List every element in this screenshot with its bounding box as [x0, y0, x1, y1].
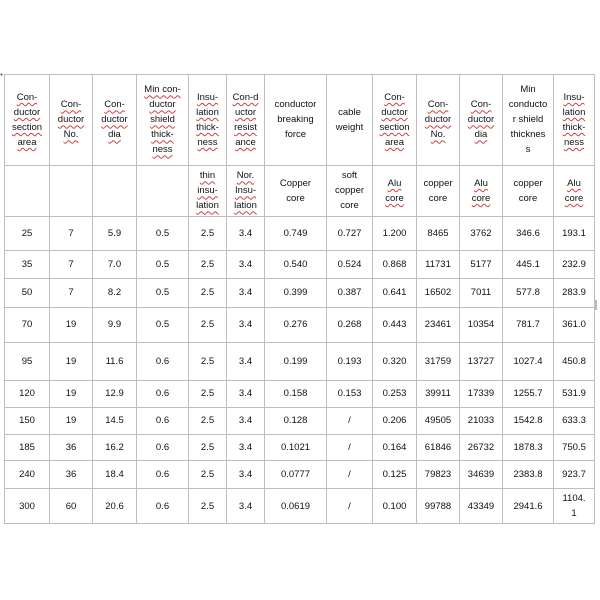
- cell-cable-weight: 0.524: [327, 250, 373, 279]
- subheader-cell-conductor-resistance: [227, 165, 265, 216]
- table-body: [5, 75, 595, 524]
- header-cell-conductor-no: [50, 75, 93, 166]
- header-cell-copper-conductor-no: [417, 75, 460, 166]
- page-edge-mark: [595, 300, 597, 310]
- cell-conductor-resistance: 3.4: [227, 435, 265, 461]
- cell-alu-conductor-dia: 10354: [460, 307, 503, 343]
- cell-insulation-thickness: 2.5: [189, 343, 227, 381]
- cell-alu-insulation-thickness: 283.9: [554, 279, 595, 308]
- cell-conductor-resistance: 3.4: [227, 250, 265, 279]
- cable-spec-table: [4, 74, 595, 524]
- cell-conductor-resistance: 3.4: [227, 381, 265, 408]
- table-row: [5, 381, 595, 408]
- cell-breaking-force: 0.276: [265, 307, 327, 343]
- cell-alu-section-area: 0.125: [373, 460, 417, 489]
- cell-copper-conductor-no: 16502: [417, 279, 460, 308]
- cell-insulation-thickness: 2.5: [189, 460, 227, 489]
- header-label: Con-d uctor resist ance: [232, 91, 259, 148]
- cell-cable-weight: 0.193: [327, 343, 373, 381]
- subheader-label: Nor. Insu- lation: [234, 170, 257, 212]
- cell-cable-weight: 0.153: [327, 381, 373, 408]
- header-cell-breaking-force: [265, 75, 327, 166]
- table-row: [5, 460, 595, 489]
- cell-alu-section-area: 0.100: [373, 489, 417, 524]
- header-cell-conductor-dia: [93, 75, 137, 166]
- cell-section-area: 25: [5, 216, 50, 250]
- table-row: [5, 279, 595, 308]
- header-cell-shield-thickness: [137, 75, 189, 166]
- subheader-label: Alu core: [471, 177, 491, 204]
- subheader-label: copper core: [423, 177, 453, 204]
- cell-min-shield-thickness: 445.1: [503, 250, 554, 279]
- cell-breaking-force: 0.128: [265, 407, 327, 435]
- cell-alu-insulation-thickness: 531.9: [554, 381, 595, 408]
- header-label: Con- ductor dia: [101, 99, 128, 141]
- table-row: [5, 216, 595, 250]
- cell-min-shield-thickness: 2941.6: [503, 489, 554, 524]
- cell-breaking-force: 0.540: [265, 250, 327, 279]
- cell-min-shield-thickness: 346.6: [503, 216, 554, 250]
- cell-conductor-dia: 20.6: [93, 489, 137, 524]
- cell-conductor-no: 60: [50, 489, 93, 524]
- header-label: Min con- ductor shield thick- ness: [144, 84, 181, 156]
- cell-alu-insulation-thickness: 633.3: [554, 407, 595, 435]
- cell-section-area: 150: [5, 407, 50, 435]
- cell-alu-conductor-dia: 21033: [460, 407, 503, 435]
- subheader-cell-cable-weight: [327, 165, 373, 216]
- subheader-label: copper core: [513, 177, 543, 204]
- cell-cable-weight: /: [327, 407, 373, 435]
- cell-min-shield-thickness: 2383.8: [503, 460, 554, 489]
- cell-section-area: 300: [5, 489, 50, 524]
- cell-alu-conductor-dia: 43349: [460, 489, 503, 524]
- cell-alu-section-area: 0.641: [373, 279, 417, 308]
- cell-conductor-dia: 5.9: [93, 216, 137, 250]
- subheader-cell-copper-conductor-no: [417, 165, 460, 216]
- header-cell-alu-conductor-dia: [460, 75, 503, 166]
- cell-cable-weight: 0.387: [327, 279, 373, 308]
- cell-insulation-thickness: 2.5: [189, 407, 227, 435]
- cell-conductor-no: 7: [50, 250, 93, 279]
- cell-alu-insulation-thickness: 361.0: [554, 307, 595, 343]
- cell-alu-conductor-dia: 34639: [460, 460, 503, 489]
- cell-cable-weight: 0.268: [327, 307, 373, 343]
- cell-insulation-thickness: 2.5: [189, 307, 227, 343]
- subheader-cell-conductor-dia: [93, 165, 137, 216]
- cell-conductor-dia: 12.9: [93, 381, 137, 408]
- cell-insulation-thickness: 2.5: [189, 489, 227, 524]
- header-label: Con- ductor section area: [11, 91, 43, 148]
- subheader-cell-min-shield-thickness: [503, 165, 554, 216]
- cell-min-shield-thickness: 1542.8: [503, 407, 554, 435]
- cell-copper-conductor-no: 99788: [417, 489, 460, 524]
- cell-conductor-no: 19: [50, 381, 93, 408]
- cell-shield-thickness: 0.5: [137, 250, 189, 279]
- cell-conductor-dia: 18.4: [93, 460, 137, 489]
- header-label: Con- ductor dia: [467, 99, 495, 141]
- cell-alu-insulation-thickness: 232.9: [554, 250, 595, 279]
- table-row: [5, 435, 595, 461]
- header-label: Min conducto r shield thicknes s: [508, 84, 548, 156]
- cell-alu-section-area: 0.253: [373, 381, 417, 408]
- cell-alu-insulation-thickness: 750.5: [554, 435, 595, 461]
- cell-conductor-no: 7: [50, 216, 93, 250]
- cell-shield-thickness: 0.5: [137, 279, 189, 308]
- cell-conductor-resistance: 3.4: [227, 407, 265, 435]
- cell-breaking-force: 0.749: [265, 216, 327, 250]
- cell-insulation-thickness: 2.5: [189, 279, 227, 308]
- cell-alu-section-area: 0.206: [373, 407, 417, 435]
- cell-breaking-force: 0.1021: [265, 435, 327, 461]
- header-cell-section-area: [5, 75, 50, 166]
- cell-min-shield-thickness: 577.8: [503, 279, 554, 308]
- cell-shield-thickness: 0.6: [137, 460, 189, 489]
- cell-insulation-thickness: 2.5: [189, 216, 227, 250]
- cell-conductor-dia: 11.6: [93, 343, 137, 381]
- cell-conductor-no: 36: [50, 435, 93, 461]
- table-row: [5, 343, 595, 381]
- cell-shield-thickness: 0.6: [137, 407, 189, 435]
- cell-breaking-force: 0.0777: [265, 460, 327, 489]
- subheader-cell-breaking-force: [265, 165, 327, 216]
- cell-conductor-dia: 16.2: [93, 435, 137, 461]
- cell-min-shield-thickness: 1878.3: [503, 435, 554, 461]
- cell-alu-conductor-dia: 3762: [460, 216, 503, 250]
- header-label: Con- ductor No.: [57, 99, 85, 141]
- cell-cable-weight: /: [327, 460, 373, 489]
- cell-alu-conductor-dia: 5177: [460, 250, 503, 279]
- cell-insulation-thickness: 2.5: [189, 435, 227, 461]
- subheader-cell-alu-conductor-dia: [460, 165, 503, 216]
- header-label: conductor breaking force: [274, 99, 317, 141]
- cell-alu-insulation-thickness: 923.7: [554, 460, 595, 489]
- cell-alu-section-area: 0.164: [373, 435, 417, 461]
- cell-min-shield-thickness: 1027.4: [503, 343, 554, 381]
- subheader-label: Copper core: [279, 177, 312, 204]
- cell-alu-section-area: 1.200: [373, 216, 417, 250]
- table-row: [5, 307, 595, 343]
- header-label: cable weight: [335, 106, 364, 133]
- cell-section-area: 120: [5, 381, 50, 408]
- cell-alu-conductor-dia: 7011: [460, 279, 503, 308]
- cell-conductor-resistance: 3.4: [227, 460, 265, 489]
- cell-insulation-thickness: 2.5: [189, 250, 227, 279]
- cell-shield-thickness: 0.6: [137, 435, 189, 461]
- subheader-label: thin insu- lation: [196, 170, 219, 212]
- subheader-row: [5, 165, 595, 216]
- header-label: Insu- lation thick- ness: [196, 91, 219, 148]
- subheader-cell-insulation-thickness: [189, 165, 227, 216]
- cell-conductor-resistance: 3.4: [227, 216, 265, 250]
- cell-shield-thickness: 0.6: [137, 489, 189, 524]
- header-cell-alu-section-area: [373, 75, 417, 166]
- cell-breaking-force: 0.0619: [265, 489, 327, 524]
- header-cell-conductor-resistance: [227, 75, 265, 166]
- cell-conductor-no: 36: [50, 460, 93, 489]
- subheader-cell-conductor-no: [50, 165, 93, 216]
- cell-copper-conductor-no: 49505: [417, 407, 460, 435]
- cell-insulation-thickness: 2.5: [189, 381, 227, 408]
- header-cell-insulation-thickness: [189, 75, 227, 166]
- subheader-cell-alu-insulation-thickness: [554, 165, 595, 216]
- header-label: Insu- lation thick- ness: [562, 91, 586, 148]
- cell-alu-section-area: 0.320: [373, 343, 417, 381]
- header-label: Con- ductor section area: [379, 91, 410, 148]
- cell-copper-conductor-no: 31759: [417, 343, 460, 381]
- header-label: Con- ductor No.: [424, 99, 452, 141]
- cell-conductor-dia: 7.0: [93, 250, 137, 279]
- subheader-cell-alu-section-area: [373, 165, 417, 216]
- cell-alu-conductor-dia: 26732: [460, 435, 503, 461]
- cell-alu-insulation-thickness: 1104. 1: [554, 489, 595, 524]
- cell-shield-thickness: 0.6: [137, 381, 189, 408]
- cell-alu-conductor-dia: 13727: [460, 343, 503, 381]
- cell-section-area: 35: [5, 250, 50, 279]
- subheader-label: soft copper core: [334, 170, 365, 212]
- cell-conductor-resistance: 3.4: [227, 343, 265, 381]
- cell-conductor-dia: 9.9: [93, 307, 137, 343]
- cell-conductor-resistance: 3.4: [227, 489, 265, 524]
- cell-alu-conductor-dia: 17339: [460, 381, 503, 408]
- cell-breaking-force: 0.158: [265, 381, 327, 408]
- cell-shield-thickness: 0.5: [137, 216, 189, 250]
- cell-min-shield-thickness: 1255.7: [503, 381, 554, 408]
- cell-conductor-no: 7: [50, 279, 93, 308]
- cell-cable-weight: /: [327, 435, 373, 461]
- cell-copper-conductor-no: 79823: [417, 460, 460, 489]
- cell-copper-conductor-no: 61846: [417, 435, 460, 461]
- corner-mark: ▪: [0, 70, 3, 79]
- subheader-label: Alu core: [564, 177, 584, 204]
- cell-section-area: 240: [5, 460, 50, 489]
- header-row: [5, 75, 595, 166]
- cell-alu-section-area: 0.868: [373, 250, 417, 279]
- cell-conductor-no: 19: [50, 407, 93, 435]
- cell-copper-conductor-no: 39911: [417, 381, 460, 408]
- cell-copper-conductor-no: 11731: [417, 250, 460, 279]
- cell-breaking-force: 0.199: [265, 343, 327, 381]
- cell-alu-insulation-thickness: 193.1: [554, 216, 595, 250]
- cell-alu-insulation-thickness: 450.8: [554, 343, 595, 381]
- table-row: [5, 250, 595, 279]
- table-row: [5, 489, 595, 524]
- cell-copper-conductor-no: 23461: [417, 307, 460, 343]
- header-cell-alu-insulation-thickness: [554, 75, 595, 166]
- cell-conductor-no: 19: [50, 343, 93, 381]
- cell-breaking-force: 0.399: [265, 279, 327, 308]
- cell-copper-conductor-no: 8465: [417, 216, 460, 250]
- cell-shield-thickness: 0.6: [137, 343, 189, 381]
- cell-conductor-dia: 8.2: [93, 279, 137, 308]
- subheader-cell-section-area: [5, 165, 50, 216]
- header-cell-cable-weight: [327, 75, 373, 166]
- cell-section-area: 70: [5, 307, 50, 343]
- cell-section-area: 185: [5, 435, 50, 461]
- cell-section-area: 95: [5, 343, 50, 381]
- table-row: [5, 407, 595, 435]
- subheader-label: Alu core: [385, 177, 404, 204]
- cell-conductor-resistance: 3.4: [227, 307, 265, 343]
- cell-cable-weight: 0.727: [327, 216, 373, 250]
- cell-shield-thickness: 0.5: [137, 307, 189, 343]
- cell-cable-weight: /: [327, 489, 373, 524]
- subheader-cell-shield-thickness: [137, 165, 189, 216]
- cell-alu-section-area: 0.443: [373, 307, 417, 343]
- cell-conductor-resistance: 3.4: [227, 279, 265, 308]
- cell-conductor-no: 19: [50, 307, 93, 343]
- header-cell-min-shield-thickness: [503, 75, 554, 166]
- cell-section-area: 50: [5, 279, 50, 308]
- cell-conductor-dia: 14.5: [93, 407, 137, 435]
- cell-min-shield-thickness: 781.7: [503, 307, 554, 343]
